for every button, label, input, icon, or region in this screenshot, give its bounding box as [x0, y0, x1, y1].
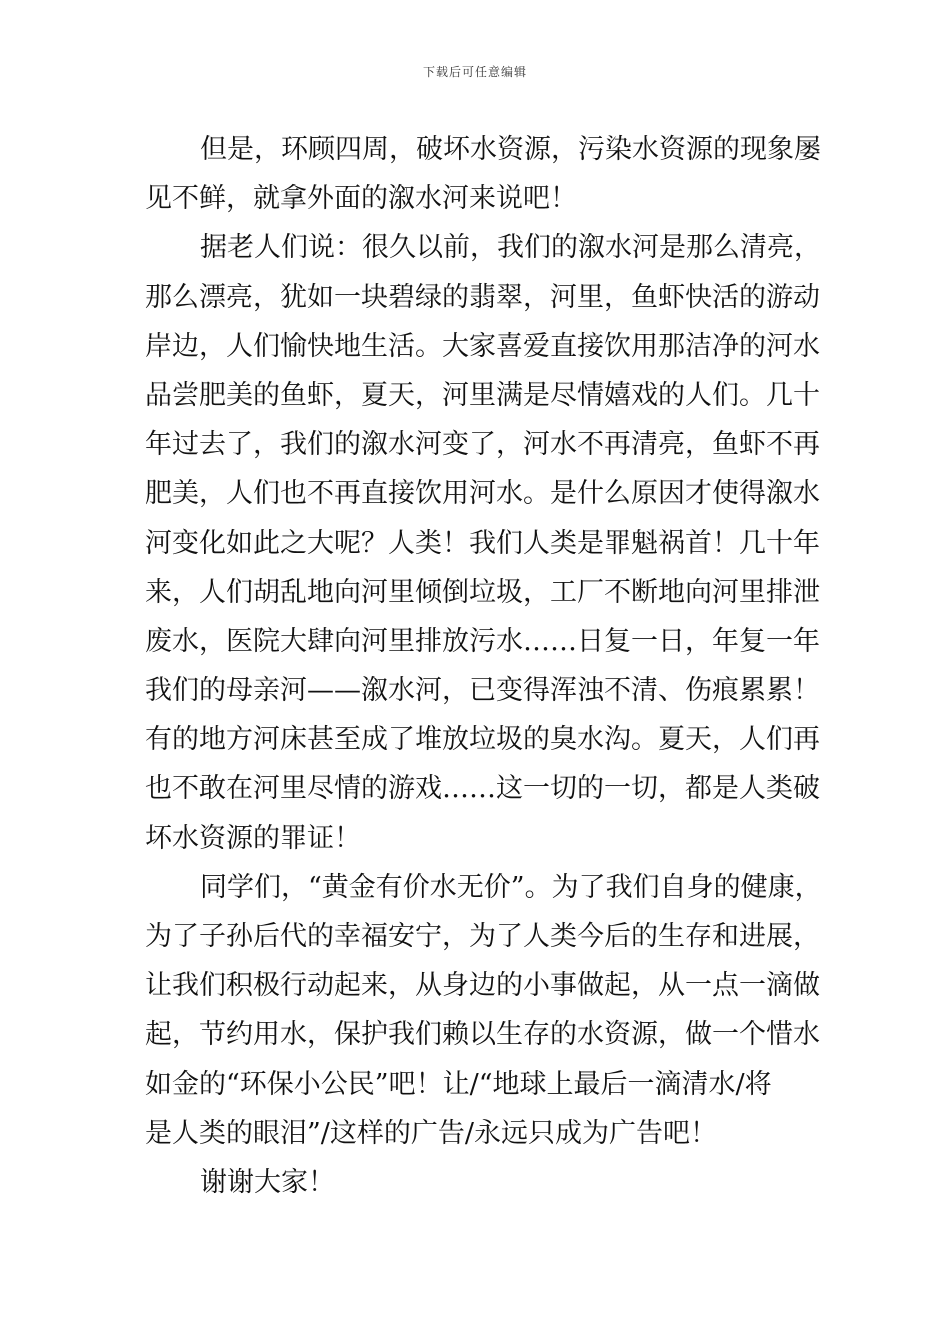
text-line: 见不鲜，就拿外面的溆水河来说吧！	[145, 183, 577, 215]
text-line: 那么漂亮，犹如一块碧绿的翡翠，河里，鱼虾快活的游动	[145, 281, 820, 313]
text-line: 让我们积极行动起来，从身边的小事做起，从一点一滴做	[145, 970, 820, 1002]
text-line: 同学们，“黄金有价水无价”。为了我们自身的健康，	[200, 871, 822, 903]
text-line: 也不敢在河里尽情的游戏……这一切的一切，都是人类破	[145, 773, 820, 805]
text-line: 起，节约用水，保护我们赖以生存的水资源，做一个惜水	[145, 1019, 820, 1051]
text-line: 岸边，人们愉快地生活。大家喜爱直接饮用那洁净的河水	[145, 330, 820, 362]
document-body	[145, 125, 845, 1207]
text-line: 我们的母亲河——溆水河，已变得浑浊不清、伤痕累累！	[145, 675, 820, 707]
text-line: 为了子孙后代的幸福安宁，为了人类今后的生存和进展，	[145, 921, 820, 952]
text-line: 是人类的眼泪”/这样的广告/永远只成为广告吧！	[145, 1117, 717, 1149]
text-line: 坏水资源的罪证！	[145, 822, 361, 854]
text-line: 年过去了，我们的溆水河变了，河水不再清亮，鱼虾不再	[145, 429, 820, 461]
text-line: 但是，环顾四周，破坏水资源，污染水资源的现象屡	[200, 134, 821, 165]
text-line: 有的地方河床甚至成了堆放垃圾的臭水沟。夏天，人们再	[145, 724, 820, 756]
text-line: 肥美，人们也不再直接饮用河水。是什么原因才使得溆水	[145, 478, 820, 510]
text-line: 据老人们说：很久以前，我们的溆水河是那么清亮，	[200, 232, 821, 264]
text-line: 废水，医院大肆向河里排放污水……日复一日，年复一年	[145, 625, 820, 657]
text-line: 品尝肥美的鱼虾，夏天，河里满是尽情嬉戏的人们。几十	[145, 379, 820, 411]
text-line: 谢谢大家！	[200, 1166, 335, 1198]
page-header: 下载后可任意编辑	[422, 65, 527, 79]
text-line: 河变化如此之大呢？人类！我们人类是罪魁祸首！几十年	[145, 527, 820, 559]
text-line: 如金的“环保小公民”吧！让/“地球上最后一滴清水/将	[145, 1068, 772, 1100]
text-line: 来，人们胡乱地向河里倾倒垃圾，工厂不断地向河里排泄	[145, 576, 820, 608]
